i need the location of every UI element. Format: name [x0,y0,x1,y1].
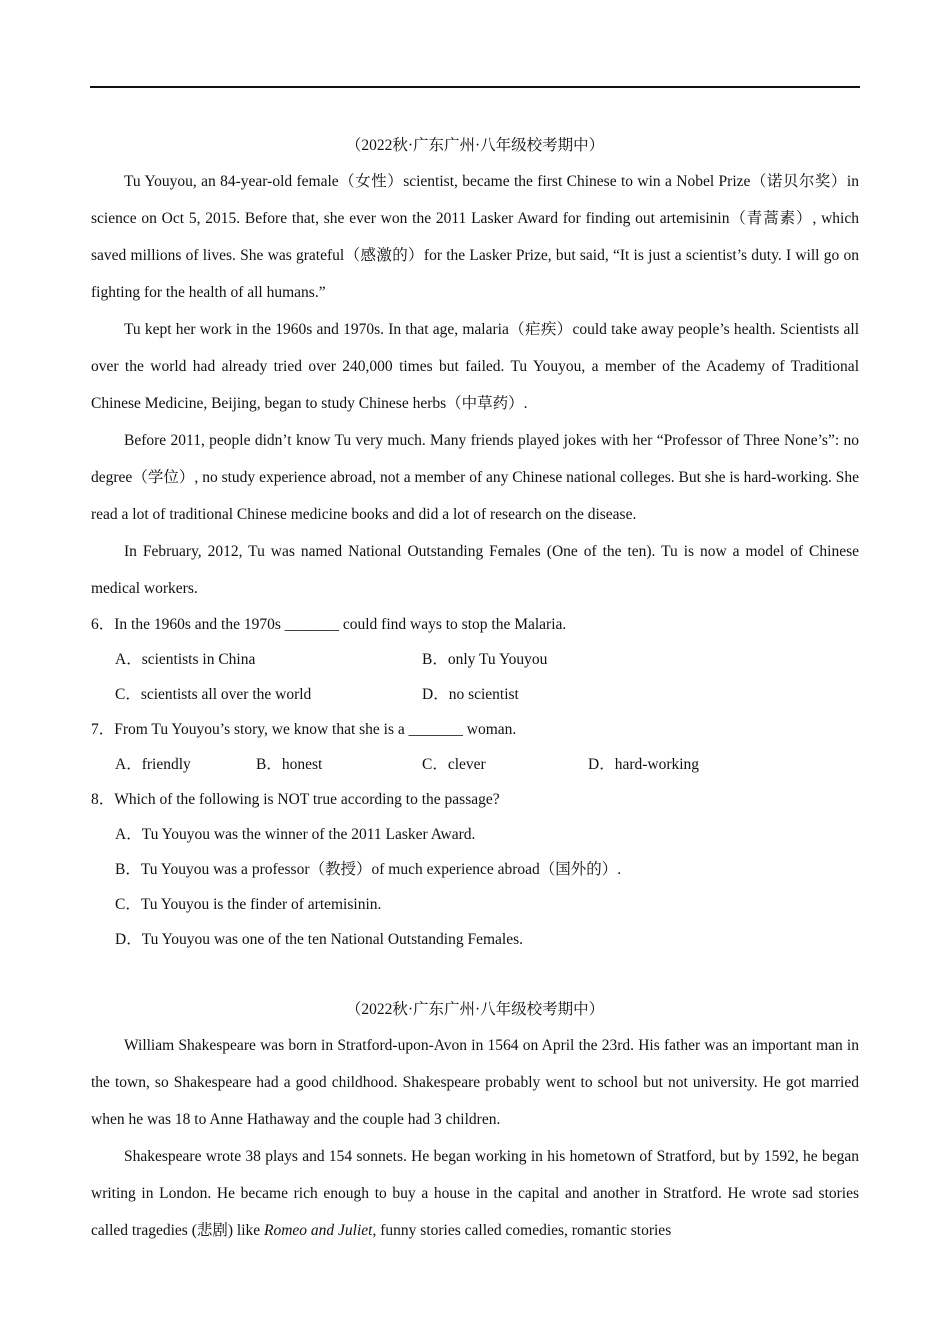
question-6-option-d: D．no scientist [422,686,519,703]
question-7-option-d: D．hard-working [588,756,700,773]
passage2-source: （2022秋·广东广州·八年级校考期中） [345,1001,605,1018]
question-6 [91,607,859,712]
question-7-stem: 7．From Tu Youyou’s story, we know that she is a _______ woman. [91,721,517,738]
question-8-option-d: D．Tu Youyou was one of the ten National Outstanding Females. [115,931,524,948]
passage2-paragraph-2-part-1: Shakespeare wrote 38 plays and 154 sonnets. He began working in his hometown of Stratford, but by 1592, he began writing in London. He became rich enough to buy a house in the capital and another in Stratford. He wrote sad stories called tragedies (悲剧) like [91,1148,859,1239]
passage1-paragraph-3: Before 2011, people didn’t know Tu very much. Many friends played jokes with her “Professor of Three None’s”: no degree（学位）, no study experience abroad, not a member of any Chinese national colleges. But she is hard-working. She read a lot of traditional Chinese medicine books and did a lot of research on the disease. [91,432,859,523]
question-8-stem: 8．Which of the following is NOT true according to the passage? [91,791,500,808]
question-6-option-a: A．scientists in China [115,651,256,668]
question-8-option-a: A．Tu Youyou was the winner of the 2011 Lasker Award. [115,826,476,843]
question-7-option-c: C．clever [422,756,486,773]
passage1-source: （2022秋·广东广州·八年级校考期中） [345,137,605,154]
question-8-option-b: B．Tu Youyou was a professor（教授）of much experience abroad（国外的）. [115,861,622,878]
passage2-paragraph-1: William Shakespeare was born in Stratford-upon-Avon in 1564 on April the 23rd. His father was an important man in the town, so Shakespeare had a good childhood. Shakespeare probably went to school but not university. He got married when he was 18 to Anne Hathaway and the couple had 3 children. [91,1037,859,1128]
passage1-paragraph-1: Tu Youyou, an 84-year-old female（女性）scientist, became the first Chinese to win a Nobel Prize（诺贝尔奖）in science on Oct 5, 2015. Before that, she ever won the 2011 Lasker Award for finding out artemisinin（青蒿素）, which saved millions of lives. She was grateful（感激的）for the Lasker Prize, but said, “It is just a scientist’s duty. I will go on fighting for the health of all humans.” [91,173,859,301]
question-6-option-b: B．only Tu Youyou [422,651,548,668]
question-6-stem: 6．In the 1960s and the 1970s _______ could find ways to stop the Malaria. [91,616,567,633]
question-7-option-b: B．honest [256,756,323,773]
section-spacer [91,957,859,992]
document-body [91,128,859,1249]
question-6-options-row-1 [91,642,859,677]
question-7-options-row [91,747,859,782]
header-rule [90,86,860,88]
question-8 [91,782,859,957]
play-title-romeo-and-juliet: Romeo and Juliet [264,1222,373,1239]
passage1-paragraph-2: Tu kept her work in the 1960s and 1970s. In that age, malaria（疟疾）could take away people’s health. Scientists all over the world had already tried over 240,000 times but failed. Tu Youyou, a member of the Academy of Traditional Chinese Medicine, Beijing, began to study Chinese herbs（中草药）. [91,321,859,412]
passage1-paragraph-4: In February, 2012, Tu was named National Outstanding Females (One of the ten). Tu is now a model of Chinese medical workers. [91,543,859,597]
question-7-option-a: A．friendly [115,756,191,773]
passage2-paragraph-2-part-2: , funny stories called comedies, romantic stories [372,1222,672,1239]
question-6-options-row-2 [91,677,859,712]
passage2-paragraph-2 [91,1138,859,1249]
question-7 [91,712,859,782]
question-8-option-c: C．Tu Youyou is the finder of artemisinin. [115,896,382,913]
question-6-option-c: C．scientists all over the world [115,686,312,703]
